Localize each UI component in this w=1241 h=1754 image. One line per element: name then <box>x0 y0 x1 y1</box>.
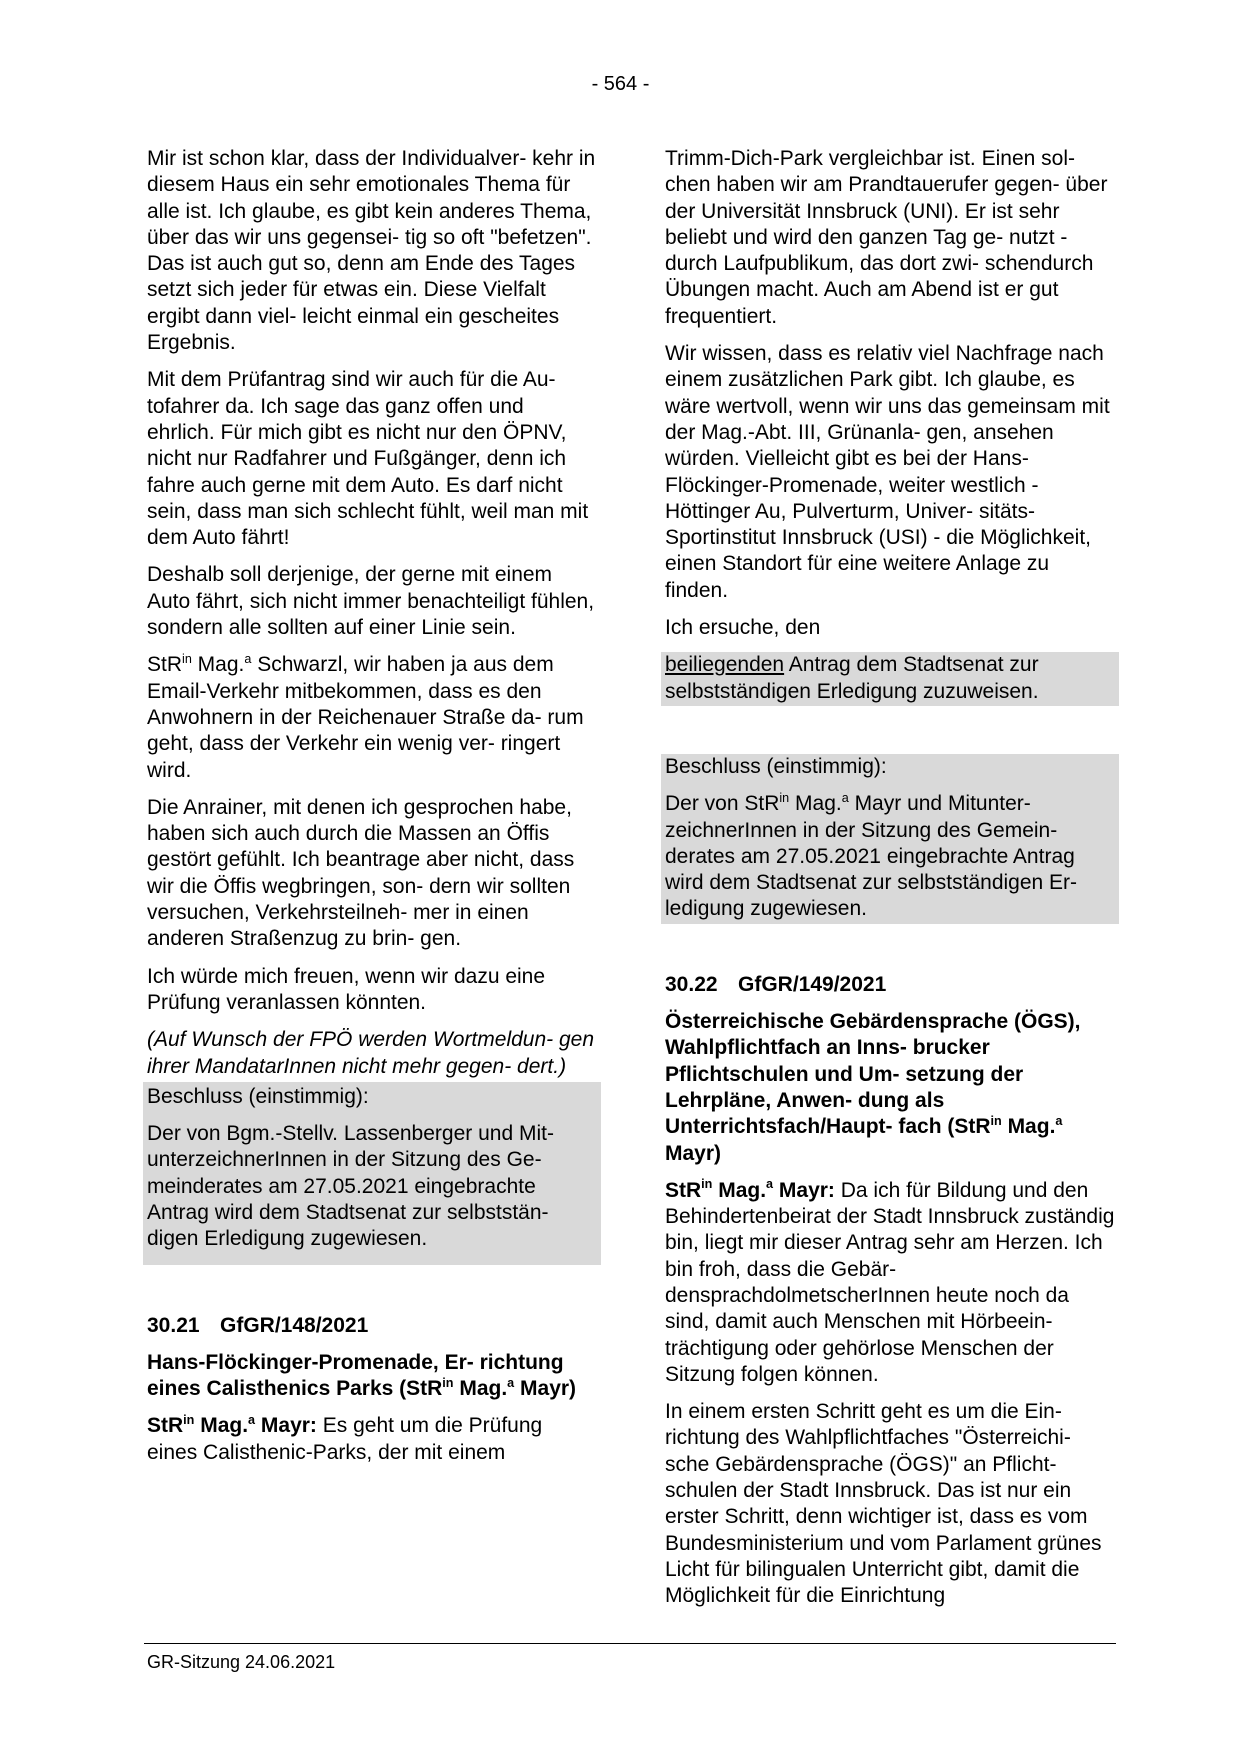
speaker-paragraph: StR$^{in}$ Mag.$^a$ Mayr: Da ich für Bildung und den Behindertenbeirat der Stadt Innsbruck zuständig bin, liegt mir dieser Antrag sehr am Herzen. Ich bin froh, dass die Gebär- densprachdolmetscherInnen heute noch da sind, damit auch Menschen mit Hörbeein- trächtigung oder gehörlose Menschen der Sitzung folgen können. <box>665 1177 1115 1386</box>
italic-note: (Auf Wunsch der FPÖ werden Wortmeldun- gen ihrer MandatarInnen nicht mehr gegen- dert.) <box>147 1028 595 1078</box>
paragraph: Deshalb soll derjenige, der gerne mit einem Auto fährt, sich nicht immer benachteiligt fühlen, sondern alle sollten auf einer Linie sein. <box>147 563 595 640</box>
agenda-item-code: GfGR/148/2021 <box>220 1313 369 1337</box>
agenda-item-heading <box>147 1313 597 1339</box>
agenda-item-number: 30.22 <box>665 972 718 996</box>
paragraph: StR$^{in}$ Mag.$^a$ Schwarzl, wir haben ja aus dem Email-Verkehr mitbekommen, dass es den Anwohnern in der Reichenauer Straße da- rum geht, dass der Verkehr ein wenig ver- ringert wird. <box>147 651 584 782</box>
resolution-heading: Beschluss (einstimmig): <box>665 754 887 778</box>
left-column <box>147 146 597 1477</box>
paragraph: Mit dem Prüfantrag sind wir auch für die Au- tofahrer da. Ich sage das ganz offen und ehrlich. Für mich gibt es nicht nur den ÖPNV, nicht nur Radfahrer und Fußgänger, denn ich fahre auch gerne mit dem Auto. Es darf nicht sein, dass man sich schlecht fühlt, weil man mit dem Auto fährt! <box>147 368 589 550</box>
paragraph: Wir wissen, dass es relativ viel Nachfrage nach einem zusätzlichen Park gibt. Ich glaube, es wäre wertvoll, wenn wir uns das gemeinsam mit der Mag.-Abt. III, Grünanla- gen, ansehen würden. Vielleicht gibt es bei der Hans-Flöckinger-Promenade, weiter westlich - Höttinger Au, Pulverturm, Univer- sitäts-Sportinstitut Innsbruck (USI) - die Möglichkeit, einen Standort für eine weitere Anlage zu finden. <box>665 342 1110 602</box>
paragraph: Die Anrainer, mit denen ich gesprochen habe, haben sich auch durch die Massen an Öffis gestört gefühlt. Ich beantrage aber nicht, dass wir die Öffis wegbringen, son- dern wir sollten versuchen, Verkehrsteilneh- mer in einen anderen Straßenzug zu brin- gen. <box>147 795 575 951</box>
agenda-item-code: GfGR/149/2021 <box>738 972 887 996</box>
request-text: beiliegenden Antrag dem Stadtsenat zur selbstständigen Erledigung zuzuweisen. <box>665 653 1039 703</box>
paragraph: Mir ist schon klar, dass der Individualver- kehr in diesem Haus ein sehr emotionales Thema für alle ist. Ich glaube, es gibt kein anderes Thema, über das wir uns gegensei- tig so oft "befetzen". Das ist auch gut so, denn am Ende des Tages setzt sich jeder für etwas ein. Diese Vielfalt ergibt dann viel- leicht einmal ein gescheites Ergebnis. <box>147 147 596 355</box>
footer-text: GR-Sitzung 24.06.2021 <box>147 1652 336 1672</box>
agenda-item-number: 30.21 <box>147 1313 200 1337</box>
resolution-box <box>143 1082 601 1265</box>
attachment-link: beiliegenden <box>665 653 785 677</box>
resolution-box <box>661 754 1119 924</box>
resolution-text: Der von StR$^{in}$ Mag.$^a$ Mayr und Mitunter- zeichnerInnen in der Sitzung des Gemein- derates am 27.05.2021 eingebrachte Antrag wird dem Stadtsenat zur selbstständigen Er- ledigung zugewiesen. <box>665 790 1078 921</box>
right-column <box>665 146 1115 1621</box>
paragraph: Trimm-Dich-Park vergleichbar ist. Einen sol- chen haben wir am Prandtauerufer gegen- über der Universität Innsbruck (UNI). Er ist sehr beliebt und wird den ganzen Tag ge- nutzt - durch Laufpublikum, das dort zwi- schendurch Übungen macht. Auch am Abend ist er gut frequentiert. <box>665 147 1108 328</box>
paragraph: Ich ersuche, den <box>665 616 821 640</box>
agenda-item-title: Österreichische Gebärdensprache (ÖGS), Wahlpflichtfach an Inns- brucker Pflichtschulen und Um- setzung der Lehrpläne, Anwen- dung als Unterrichtsfach/Haupt- fach (StR$^{in}$ Mag.$^a$ Mayr) <box>665 1010 1081 1165</box>
footer-divider <box>144 1643 1116 1644</box>
agenda-item-heading <box>665 972 1115 998</box>
speaker-name: StR$^{in}$ Mag.$^a$ Mayr: <box>665 1177 835 1202</box>
paragraph: Ich würde mich freuen, wenn wir dazu eine Prüfung veranlassen könnten. <box>147 964 546 1014</box>
resolution-text: Der von Bgm.-Stellv. Lassenberger und Mit- unterzeichnerInnen in der Sitzung des Ge- meinderates am 27.05.2021 eingebrachte Antrag wird dem Stadtsenat zur selbststän- digen Erledigung zugewiesen. <box>147 1122 554 1251</box>
speaker-paragraph: StR$^{in}$ Mag.$^a$ Mayr: Es geht um die Prüfung eines Calisthenic-Parks, der mit einem <box>147 1412 543 1464</box>
paragraph: In einem ersten Schritt geht es um die Ein- richtung des Wahlpflichtfaches "Österreichi- sche Gebärdensprache (ÖGS)" an Pflicht- schulen der Stadt Innsbruck. Das ist nur ein erster Schritt, denn wichtiger ist, dass es vom Bundesministerium und vom Parlament grünes Licht für bilingualen Unterricht gibt, damit die Möglichkeit für die Einrichtung <box>665 1400 1102 1608</box>
page-number: - 564 - <box>591 73 650 95</box>
speaker-name: StR$^{in}$ Mag.$^a$ Mayr: <box>147 1412 317 1438</box>
request-box <box>661 652 1119 706</box>
resolution-heading: Beschluss (einstimmig): <box>147 1084 369 1108</box>
agenda-item-title: Hans-Flöckinger-Promenade, Er- richtung eines Calisthenics Parks (StR$^{in}$ Mag.$^a$ Mayr) <box>147 1350 577 1401</box>
